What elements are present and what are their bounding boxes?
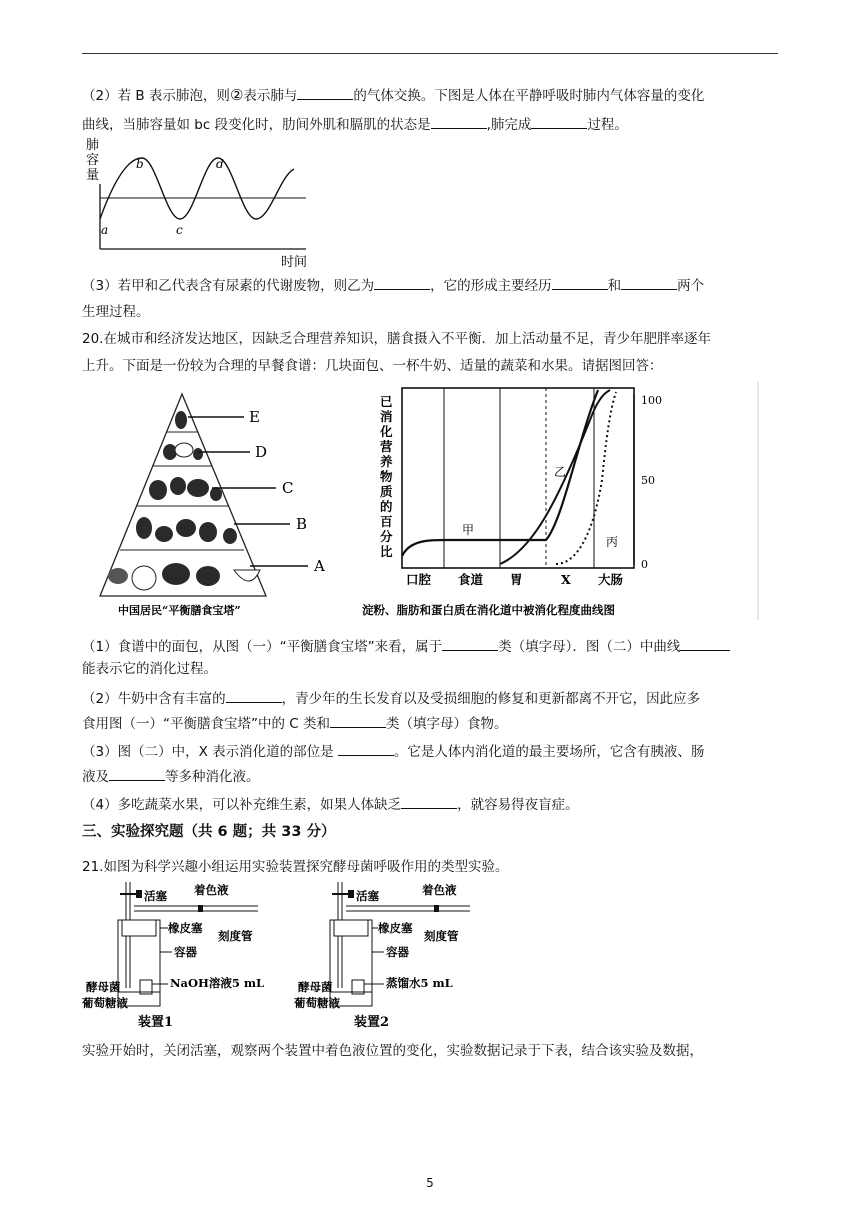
q20-intro-line1: 20.在城市和经济发达地区，因缺乏合理营养知识，膳食摄入不平衡．加上活动量不足，青少年肥胖率逐年 — [82, 331, 711, 347]
q20-sub3-line2: 液及 等多种消化液。 — [82, 766, 782, 787]
q20-sub3-line1: （3）图（二）中，X 表示消化道的部位是 。它是人体内消化道的最主要场所，它含有胰液、肠 — [82, 741, 782, 762]
apparatus-1-caption: 装置1 — [138, 1015, 174, 1030]
svg-text:养: 养 — [380, 454, 393, 469]
q20-sub2-line2: 食用图（一）“平衡膳食宝塔”中的 C 类和 类（填字母）食物。 — [82, 713, 782, 734]
page-number: 5 — [426, 1176, 434, 1190]
label-container: 容器 — [174, 945, 197, 959]
pyramid-label-a: A — [314, 557, 325, 575]
svg-text:物: 物 — [380, 469, 393, 484]
circled-number: ② — [229, 86, 244, 104]
point-label-d: d — [216, 157, 224, 171]
stopper — [122, 920, 156, 936]
q20-sub2-line1: （2）牛奶中含有丰富的 ，青少年的生长发育以及受损细胞的修复和更新都离不开它，因此应多 — [82, 688, 782, 709]
label-dye: 着色液 — [194, 883, 229, 897]
q20-sub1-line2: 能表示它的消化过程。 — [82, 661, 217, 677]
answer-blank — [680, 636, 730, 651]
answer-blank — [552, 275, 608, 290]
curve-label-bing: 丙 — [606, 535, 619, 549]
graph-xlabel: 时间 — [281, 255, 308, 270]
lung-volume-curve — [100, 158, 294, 219]
pyramid-label-d: D — [255, 443, 268, 461]
pyramid-label-c: C — [282, 479, 294, 497]
svg-text:化: 化 — [380, 424, 393, 439]
section-heading: 三、实验探究题（共 6 题；共 33 分） — [82, 824, 336, 840]
point-label-a: a — [101, 223, 109, 237]
answer-blank — [621, 275, 677, 290]
label-naoh: NaOH溶液5 mL — [170, 976, 265, 990]
lung-volume-graph — [84, 136, 314, 271]
pyramid-caption: 中国居民“平衡膳食宝塔” — [118, 604, 241, 617]
region-label: 大肠 — [598, 572, 624, 587]
label-stopcock: 活塞 — [356, 889, 379, 903]
label-glucose: 葡萄糖液 — [294, 996, 340, 1010]
point-label-c: c — [176, 223, 183, 237]
answer-blank — [531, 114, 587, 129]
right-tick-50: 50 — [641, 474, 655, 487]
region-label: 口腔 — [406, 572, 432, 587]
q21-intro: 21.如图为科学兴趣小组运用实验装置探究酵母菌呼吸作用的类型实验。 — [82, 859, 509, 875]
svg-text:已: 已 — [380, 394, 393, 409]
answer-blank — [374, 275, 430, 290]
graph-ylabel-2: 容 — [86, 153, 100, 168]
q20-intro-line2: 上升。下面是一份较为合理的早餐食谱：几块面包、一杯牛奶、适量的蔬菜和水果。请据图回答： — [82, 358, 663, 374]
answer-blank — [401, 794, 457, 809]
digestion-chart-caption: 淀粉、脂肪和蛋白质在消化道中被消化程度曲线图 — [362, 603, 615, 617]
q19-part2-line1: （2）若 B 表示肺泡，则②表示肺与 的气体交换。下图是人体在平静呼吸时肺内气体容量的变化 — [82, 86, 705, 104]
apparatus-2-caption: 装置2 — [354, 1015, 390, 1030]
answer-blank — [330, 713, 386, 728]
pyramid-label-b: B — [296, 515, 308, 533]
q20-sub4-line1: （4）多吃蔬菜水果，可以补充维生素，如果人体缺乏 ，就容易得夜盲症。 — [82, 794, 782, 815]
curve-label-jia: 甲 — [462, 523, 475, 537]
answer-blank — [442, 636, 498, 651]
q19-part3-line1: （3）若甲和乙代表含有尿素的代谢废物，则乙为 ，它的形成主要经历 和 两个 — [82, 275, 782, 296]
stopcock — [136, 890, 142, 898]
label-graduated-tube: 刻度管 — [218, 929, 253, 943]
label-yeast: 酵母菌 — [298, 980, 333, 994]
answer-blank — [431, 114, 487, 129]
dye-drop — [434, 905, 439, 912]
label-container: 容器 — [386, 945, 409, 959]
label-graduated-tube: 刻度管 — [424, 929, 459, 943]
q19-part2-line2: 曲线，当肺容量如 bc 段变化时，肋间外肌和膈肌的状态是 ,肺完成 过程。 — [82, 114, 782, 135]
right-tick-0: 0 — [641, 558, 648, 571]
curve-label-yi: 乙 — [554, 465, 567, 479]
label-glucose: 葡萄糖液 — [82, 996, 128, 1010]
stopper — [334, 920, 368, 936]
answer-blank — [297, 85, 353, 100]
right-tick-100: 100 — [641, 394, 662, 407]
label-stopcock: 活塞 — [144, 889, 167, 903]
pyramid-label-e: E — [249, 408, 260, 426]
dye-drop — [198, 905, 203, 912]
region-label: X — [561, 572, 571, 587]
graph-ylabel-1: 肺 — [86, 138, 100, 153]
svg-text:的: 的 — [380, 499, 393, 514]
chart-ylabel — [379, 394, 393, 559]
answer-blank — [226, 688, 282, 703]
q21-after-text: 实验开始时，关闭活塞，观察两个装置中着色液位置的变化，实验数据记录于下表，结合该实验及数据， — [82, 1043, 703, 1059]
region-labels — [406, 572, 624, 587]
svg-text:分: 分 — [380, 529, 393, 544]
stopcock — [348, 890, 354, 898]
label-yeast: 酵母菌 — [86, 980, 121, 994]
apparatus-2-figure — [294, 880, 494, 1030]
region-label: 食道 — [458, 572, 484, 587]
region-label: 胃 — [510, 572, 523, 587]
svg-text:比: 比 — [380, 544, 393, 559]
apparatus-1-figure — [82, 880, 282, 1030]
svg-text:消: 消 — [380, 409, 393, 424]
label-dye: 着色液 — [422, 883, 457, 897]
point-label-b: b — [136, 157, 144, 171]
label-water: 蒸馏水5 mL — [386, 976, 453, 990]
svg-text:百: 百 — [380, 514, 393, 529]
graph-ylabel-3: 量 — [86, 168, 100, 183]
header-rule — [82, 53, 778, 54]
food-pyramid-figure — [84, 386, 346, 622]
q20-sub1-line1: （1）食谱中的面包，从图（一）“平衡膳食宝塔”来看，属于 类（填字母）．图（二）中曲线 — [82, 636, 782, 657]
label-rubber-stopper: 橡皮塞 — [168, 921, 203, 935]
q19-part3-line2: 生理过程。 — [82, 304, 150, 320]
svg-text:营: 营 — [380, 439, 393, 454]
answer-blank — [109, 766, 165, 781]
svg-text:质: 质 — [380, 484, 393, 499]
label-rubber-stopper: 橡皮塞 — [378, 921, 413, 935]
answer-blank — [338, 741, 394, 756]
digestion-chart-figure — [358, 380, 760, 624]
